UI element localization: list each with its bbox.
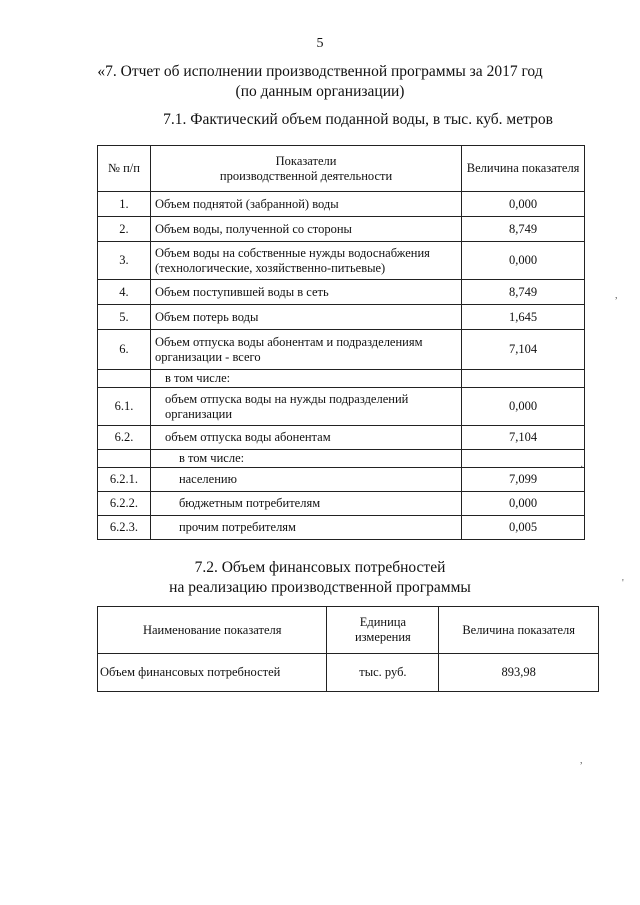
scan-speck: , — [580, 755, 583, 766]
finance-header-unit-line1: Единица — [359, 615, 407, 629]
row-num: 2. — [98, 217, 151, 242]
row-value: 1,645 — [462, 305, 585, 330]
row-num: 4. — [98, 280, 151, 305]
row-label: в том числе: — [150, 370, 461, 388]
section-7-title-line1: «7. Отчет об исполнении производственной программы за 2017 год — [97, 63, 543, 80]
row-value: 0,000 — [462, 242, 585, 280]
section-7-2-title — [0, 558, 640, 598]
section-7-title-line2: (по данным организации) — [235, 83, 405, 100]
finance-header-unit — [327, 607, 439, 654]
row-value: 0,000 — [462, 492, 585, 516]
header-indicator-line1: Показатели — [275, 153, 337, 168]
finance-header-unit-line2: измерения — [354, 630, 411, 644]
header-value: Величина показателя — [462, 146, 585, 192]
section-7-1-title: 7.1. Фактический объем поданной воды, в тыс. куб. метров — [163, 111, 553, 128]
row-label: Объем отпуска воды абонентам и подразделениям организации - всего — [150, 330, 461, 370]
scan-speck: , — [615, 290, 618, 301]
table-header-row — [98, 146, 585, 192]
row-label: Объем поднятой (забранной) воды — [150, 192, 461, 217]
row-value: 0,000 — [462, 388, 585, 426]
finance-row-value: 893,98 — [439, 654, 599, 692]
row-value — [462, 370, 585, 388]
row-num: 6.2. — [98, 426, 151, 450]
row-value — [462, 450, 585, 468]
table-row — [98, 426, 585, 450]
row-value: 0,005 — [462, 516, 585, 540]
section-7-2-title-line1: 7.2. Объем финансовых потребностей — [194, 559, 446, 576]
table-row — [98, 468, 585, 492]
header-num: № п/п — [98, 146, 151, 192]
table-row — [98, 330, 585, 370]
row-value: 7,104 — [462, 426, 585, 450]
page-number: 5 — [316, 36, 324, 51]
row-num — [98, 450, 151, 468]
row-label: в том числе: — [150, 450, 461, 468]
table-row — [98, 305, 585, 330]
section-7-2-title-line2: на реализацию производственной программы — [169, 579, 471, 596]
row-num: 6.2.2. — [98, 492, 151, 516]
table-row — [98, 516, 585, 540]
row-label: бюджетным потребителям — [150, 492, 461, 516]
water-volume-table — [97, 145, 585, 540]
row-label: объем отпуска воды абонентам — [150, 426, 461, 450]
table-row — [98, 280, 585, 305]
row-num: 5. — [98, 305, 151, 330]
finance-row-unit: тыс. руб. — [327, 654, 439, 692]
row-value: 8,749 — [462, 280, 585, 305]
table-row — [98, 192, 585, 217]
row-label: объем отпуска воды на нужды подразделений организации — [150, 388, 461, 426]
header-indicator-line2: производственной деятельности — [219, 168, 393, 183]
table-row — [98, 370, 585, 388]
row-label: Объем поступившей воды в сеть — [150, 280, 461, 305]
table-row — [98, 388, 585, 426]
row-label: населению — [150, 468, 461, 492]
header-indicator — [150, 146, 461, 192]
scan-speck: ' — [622, 578, 624, 589]
row-num: 6. — [98, 330, 151, 370]
row-num: 6.2.3. — [98, 516, 151, 540]
row-label: Объем воды, полученной со стороны — [150, 217, 461, 242]
finance-table — [97, 606, 599, 692]
finance-row — [98, 654, 599, 692]
row-label: Объем потерь воды — [150, 305, 461, 330]
table-row — [98, 217, 585, 242]
table-row — [98, 450, 585, 468]
row-num: 1. — [98, 192, 151, 217]
row-value: 8,749 — [462, 217, 585, 242]
row-value: 0,000 — [462, 192, 585, 217]
table-row — [98, 242, 585, 280]
scan-speck: · — [580, 462, 584, 473]
row-num: 6.2.1. — [98, 468, 151, 492]
finance-header-row — [98, 607, 599, 654]
row-value: 7,104 — [462, 330, 585, 370]
finance-header-value: Величина показателя — [439, 607, 599, 654]
finance-row-name: Объем финансовых потребностей — [98, 654, 327, 692]
section-7-title — [0, 62, 640, 102]
table-row — [98, 492, 585, 516]
row-label: прочим потребителям — [150, 516, 461, 540]
row-num: 6.1. — [98, 388, 151, 426]
row-label: Объем воды на собственные нужды водоснабжения (технологические, хозяйственно-питьевые) — [150, 242, 461, 280]
row-num — [98, 370, 151, 388]
finance-header-name: Наименование показателя — [98, 607, 327, 654]
row-value: 7,099 — [462, 468, 585, 492]
row-num: 3. — [98, 242, 151, 280]
